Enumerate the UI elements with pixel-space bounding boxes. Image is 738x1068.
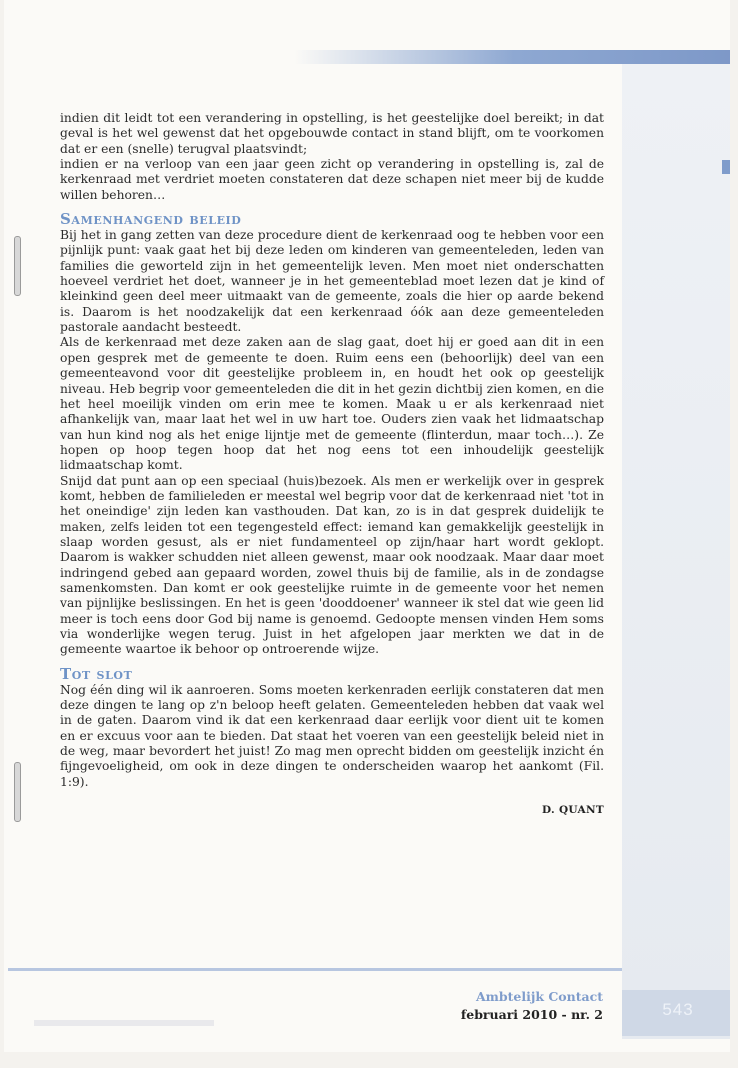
body-paragraph: Bij het in gang zetten van deze procedure dient de kerkenraad oog te hebben voor een pijnlijk punt: vaak gaat het bij deze leden om kinderen van gemeenteleden, leden van families die geworteld zijn in het gemeentelijk leven. Men moet niet onderschatten hoeveel verdriet het doet, wanneer je in het gemeenteblad moet lezen dat je kind of kleinkind geen deel meer uitmaakt van de gemeente, zoals die hier op aarde bekend is. Daarom is het noodzakelijk dat een kerkenraad óók aan deze gemeenteleden pastorale aandacht besteedt. — [60, 228, 604, 335]
right-margin-strip — [622, 64, 730, 1039]
top-color-band — [294, 50, 730, 64]
intro-paragraph: indien dit leidt tot een verandering in opstelling, is het geestelijke doel bereikt; in dat geval is het wel gewenst dat het opgebouwde contact in stand blijft, om te voorkomen dat er een (snelle) terugval plaatsvindt; — [60, 111, 604, 156]
bottom-faint-mark — [34, 1020, 214, 1026]
article-body — [60, 111, 604, 818]
intro-paragraph: indien er na verloop van een jaar geen zicht op verandering in opstelling is, zal de kerkenraad met verdriet moeten constateren dat deze schapen niet meer bij de kudde willen behoren… — [60, 157, 604, 202]
author-signature: D. QUANT — [542, 804, 604, 817]
staple-bottom — [14, 762, 21, 822]
publication-name: Ambtelijk Contact — [475, 989, 603, 1004]
section-heading-tot-slot: Tot slot — [60, 664, 133, 683]
section-heading-samenhangend-beleid: Samenhangend beleid — [60, 210, 242, 229]
issue-date: februari 2010 - nr. 2 — [460, 1007, 603, 1022]
page-number: 543 — [662, 1000, 694, 1019]
staple-top — [14, 236, 21, 296]
body-paragraph: Als de kerkenraad met deze zaken aan de slag gaat, doet hij er goed aan dit in een open gesprek met de gemeente te doen. Ruim eens een (behoorlijk) deel van een gemeenteavond voor dit geestelijke probleem in, en houdt het ook op geestelijk niveau. Heb begrip voor gemeenteleden die dit in het gezin dichtbij zien komen, en die het heel moeilijk vinden om erin mee te komen. Maak u er als kerkenraad niet afhankelijk van, maar laat het wel in uw hart toe. Ouders zien vaak het lidmaatschap van hun kind nog als het enige lijntje met de gemeente (flinterdun, maar toch…). Ze hopen op hoop tegen hoop dat het nog eens tot een inhoudelijk geestelijk lidmaatschap komt. — [60, 335, 604, 473]
body-paragraph: Nog één ding wil ik aanroeren. Soms moeten kerkenraden eerlijk constateren dat men deze dingen te lang op z'n beloop heeft gelaten. Gemeenteleden hebben dat vaak wel in de gaten. Daarom vind ik dat een kerkenraad daar eerlijk voor dient uit te komen en er excuus voor aan te bieden. Dat staat het voeren van een geestelijk beleid niet in de weg, maar bevordert het juist! Zo mag men oprecht bidden om geestelijk inzicht én fijngevoeligheid, om ook in deze dingen te onderscheiden waarop het aankomt (Fil. 1:9). — [60, 682, 604, 789]
magazine-page — [4, 0, 730, 1052]
body-paragraph: Snijd dat punt aan op een speciaal (huis)bezoek. Als men er werkelijk over in gesprek komt, hebben de familieleden er meestal wel begrip voor dat de kerkenraad niet 'tot in het oneindige' zijn leden kan vasthouden. Dat kan, zo is in dat gesprek duidelijk te maken, zelfs leiden tot een tegengesteld effect: iemand kan gemakkelijk geestelijk in slaap worden gesust, als er niet fundamenteel op zijn/haar hart wordt geklopt. Daarom is wakker schudden niet alleen gewenst, maar ook noodzaak. Maar daar moet indringend gebed aan gepaard worden, zowel thuis bij de familie, als in de zondagse samenkomsten. Dan komt er ook geestelijke ruimte in de gemeente voor het nemen van pijnlijke beslissingen. En het is geen 'dooddoener' wanneer ik stel dat wie geen lid meer is toch eens door God bij name is genoemd. Gedoopte mensen vinden Hem soms via wonderlijke wegen terug. Juist in het afgelopen jaar merkten we dat in de gemeente waartoe ik behoor op ontroerende wijze. — [60, 473, 604, 657]
bottom-rule — [8, 968, 622, 971]
right-edge-tab — [722, 160, 730, 174]
